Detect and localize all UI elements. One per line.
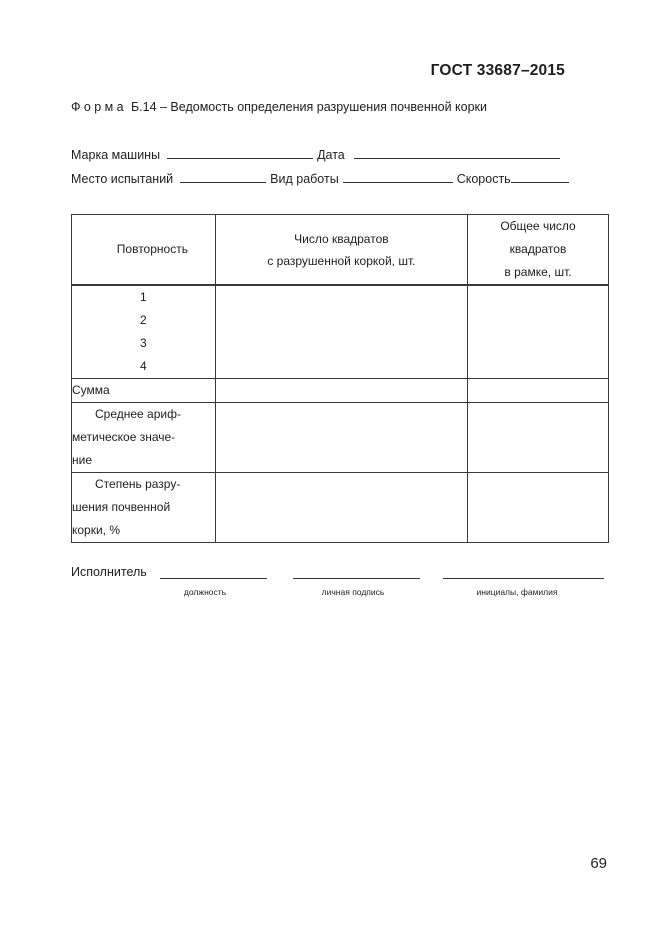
header-squares-destroyed: Число квадратов с разрушенной коркой, шт.: [215, 215, 467, 286]
standard-number: ГОСТ 33687–2015: [430, 62, 565, 79]
cell-total-squares-degree[interactable]: [468, 473, 609, 543]
repetition-2: 2: [140, 313, 147, 327]
page-number: 69: [590, 855, 607, 872]
degree-label: Степень разру- шения почвенной корки, %: [72, 473, 216, 543]
machine-brand-blank[interactable]: [167, 146, 313, 159]
date-blank[interactable]: [354, 146, 560, 159]
name-caption: инициалы, фамилия: [476, 587, 558, 597]
test-place-label: Место испытаний: [71, 172, 174, 186]
repetition-4: 4: [140, 359, 147, 373]
mean-label: Среднее ариф- метическое значе- ние: [72, 403, 216, 473]
position-line[interactable]: [160, 578, 267, 579]
repetition-1: 1: [140, 290, 147, 304]
repetition-3: 3: [140, 336, 147, 350]
form-title: [71, 100, 487, 114]
cell-squares-destroyed-repetitions[interactable]: [215, 285, 467, 379]
sum-label: Сумма: [72, 379, 216, 403]
signature-line[interactable]: [293, 578, 420, 579]
cell-total-squares-sum[interactable]: [468, 379, 609, 403]
table-row-repetitions: [72, 285, 609, 379]
form-prefix: Форма: [71, 100, 127, 114]
cell-total-squares-repetitions[interactable]: [468, 285, 609, 379]
signature-caption: личная подпись: [321, 587, 385, 597]
executor-label: Исполнитель: [71, 565, 147, 579]
cell-squares-destroyed-sum[interactable]: [215, 379, 467, 403]
work-type-blank[interactable]: [343, 170, 453, 183]
fields-row-2: [71, 170, 573, 186]
speed-blank[interactable]: [511, 170, 569, 183]
position-caption: должность: [183, 587, 227, 597]
table-row-mean: [72, 403, 609, 473]
table-row-degree: [72, 473, 609, 543]
fields-row-1: [71, 146, 564, 162]
header-total-squares: Общее число квадратов в рамке, шт.: [468, 215, 609, 286]
speed-label: Скорость: [456, 172, 511, 186]
machine-brand-label: Марка машины: [71, 148, 161, 162]
work-type-label: Вид работы: [270, 172, 339, 186]
table-header-row: [72, 215, 609, 286]
results-table: [71, 214, 609, 543]
date-label: Дата: [317, 148, 345, 162]
form-title-text: Б.14 – Ведомость определения разрушения почвенной корки: [130, 100, 488, 114]
cell-total-squares-mean[interactable]: [468, 403, 609, 473]
table-row-sum: [72, 379, 609, 403]
test-place-blank[interactable]: [180, 170, 266, 183]
header-repetition: Повторность: [72, 215, 216, 286]
name-line[interactable]: [443, 578, 604, 579]
cell-squares-destroyed-degree[interactable]: [215, 473, 467, 543]
cell-squares-destroyed-mean[interactable]: [215, 403, 467, 473]
repetition-numbers: [72, 285, 216, 379]
